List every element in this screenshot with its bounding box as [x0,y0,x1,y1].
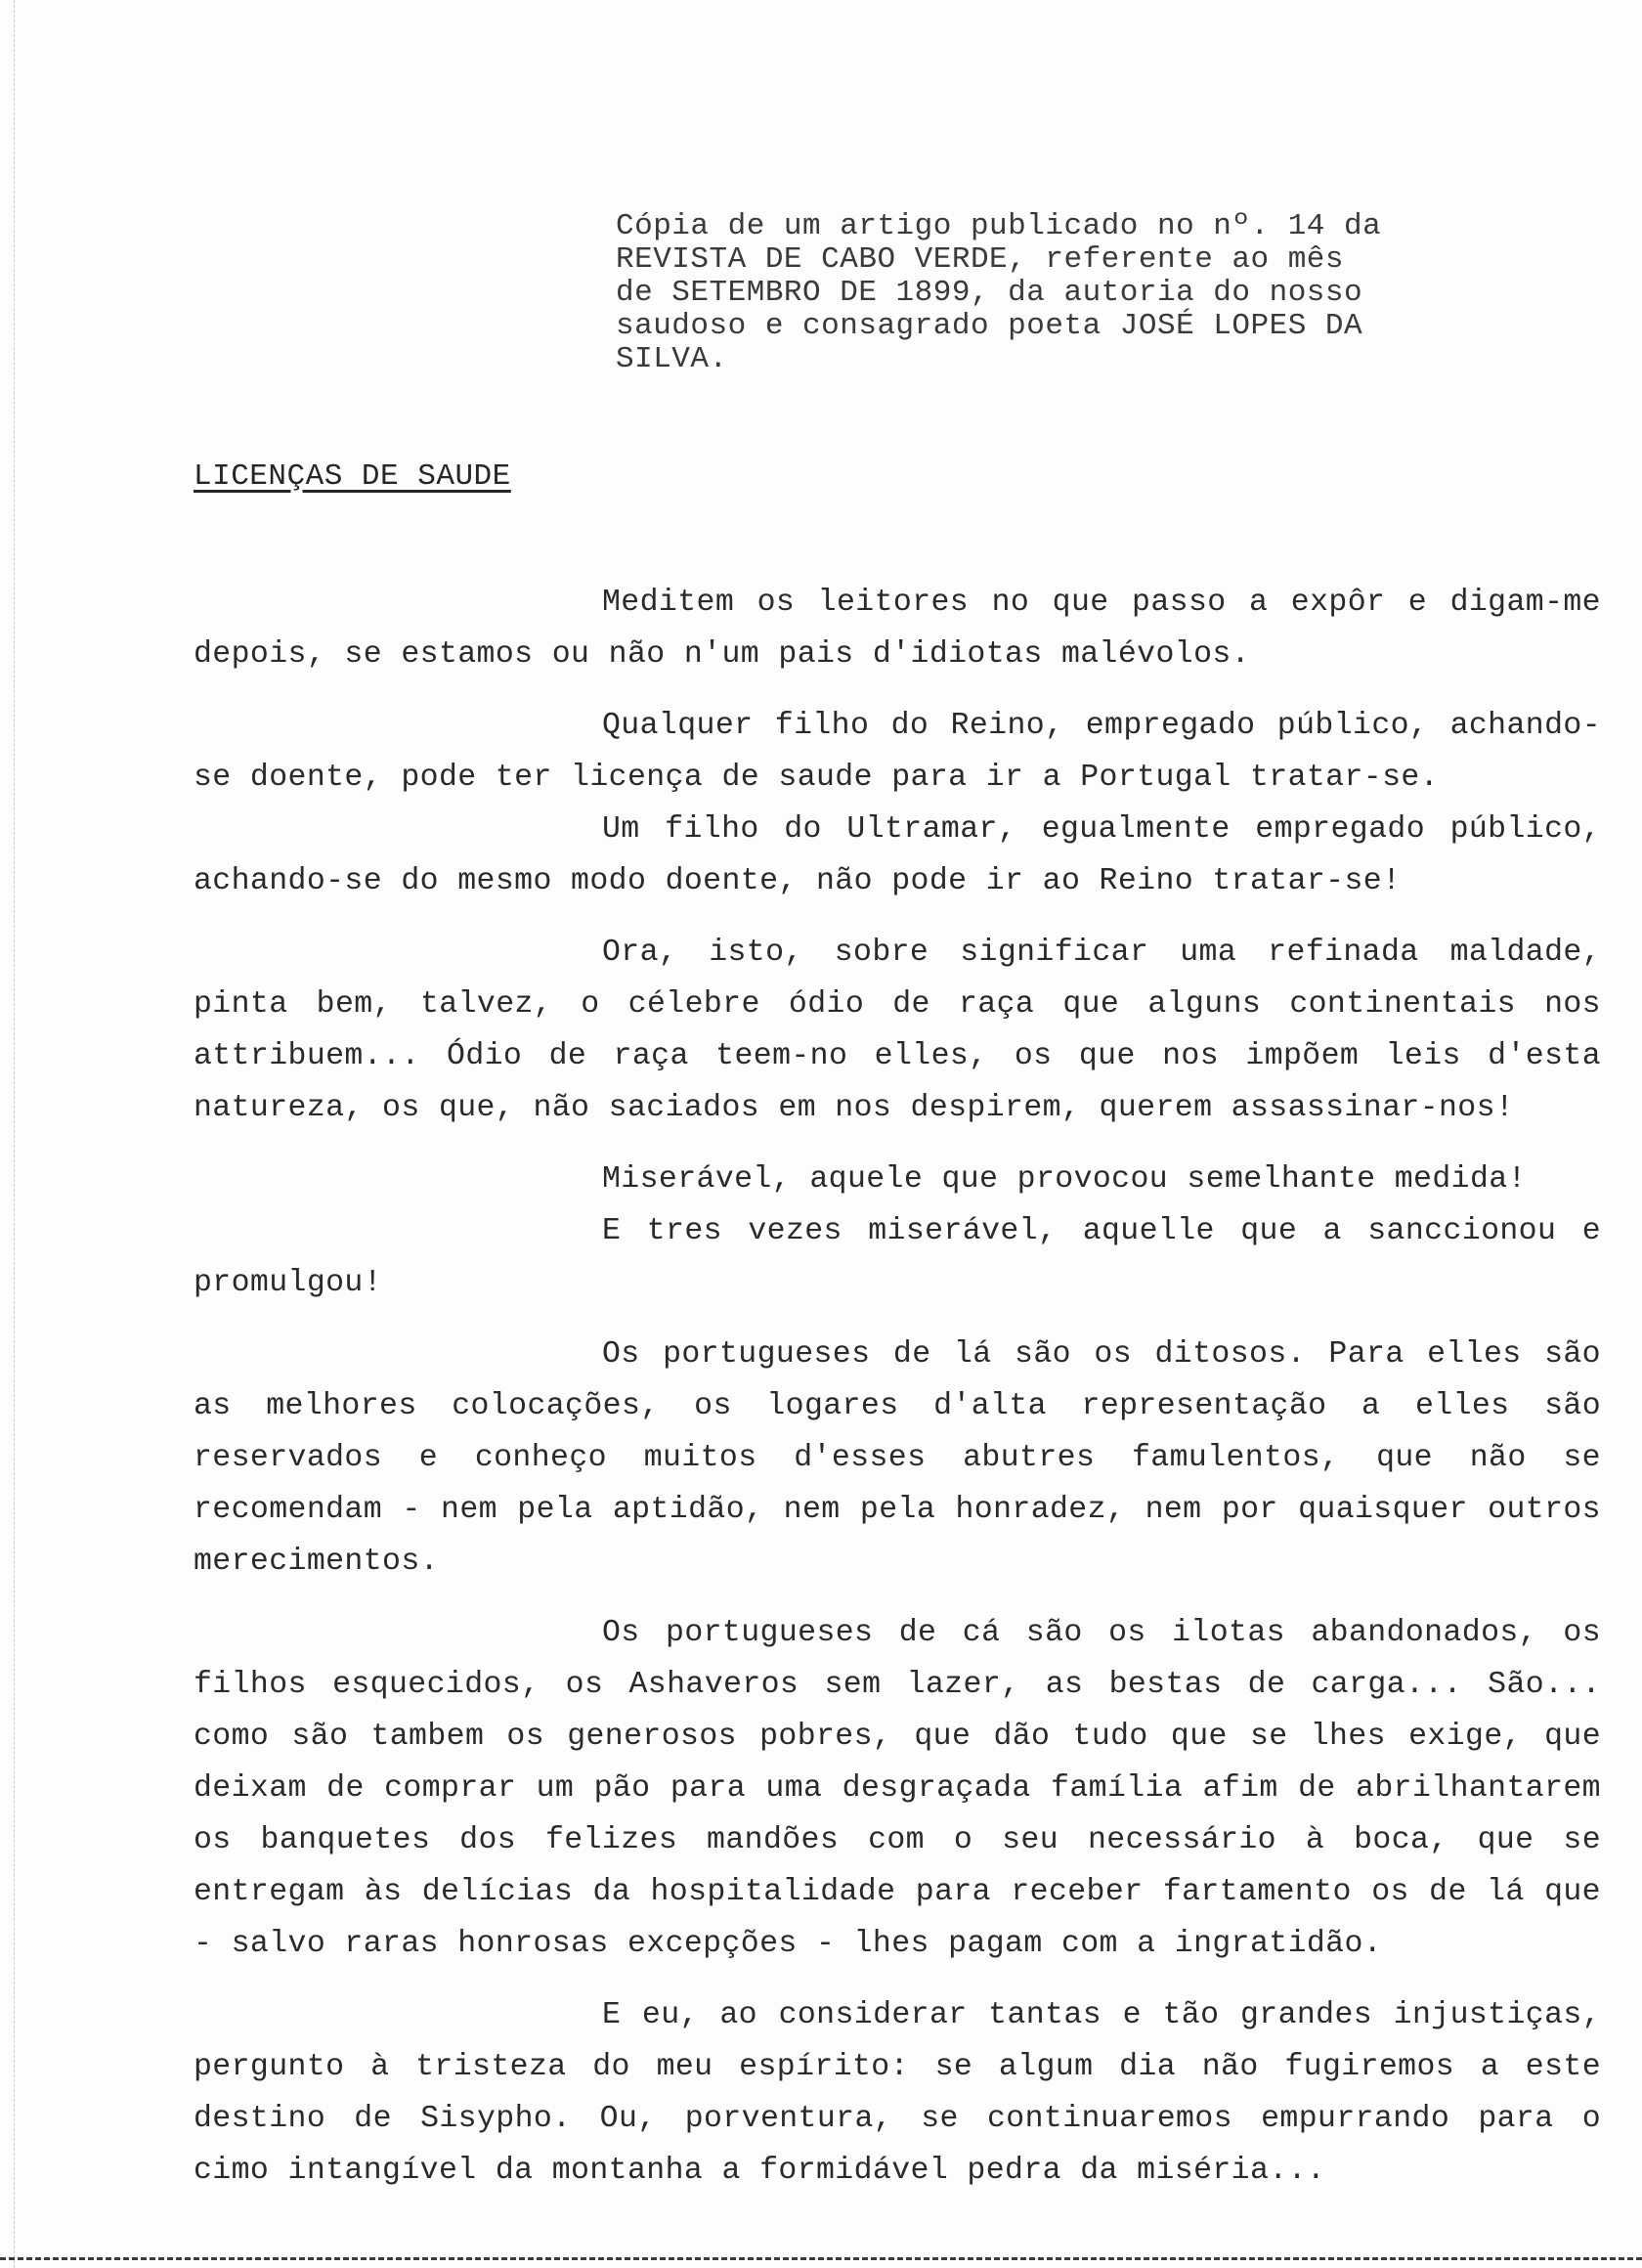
paragraph-7: Os portugueses de lá são os ditosos. Para elles são as melhores colocações, os logares d'alta representação a elles são reservados e conheço muitos d'esses abutres famulentos, que não se recomendam - nem pela aptidão, nem pela honradez, nem por quaisquer outros merecimentos. [194,1337,1601,1579]
paragraph-9: E eu, ao considerar tantas e tão grandes injustiças, pergunto à tristeza do meu espírito: se algum dia não fugiremos a este destino de Sisypho. Ou, porventura, se continuaremos empurrando para o cimo intangível da montanha a formidável pedra da miséria... [194,1998,1601,2188]
paragraph-2: Qualquer filho do Reino, empregado público, achando-se doente, pode ter licença de saude para ir a Portugal tratar-se. [194,709,1601,795]
bottom-edge-line [0,2257,1642,2260]
paragraph-3: Um filho do Ultramar, egualmente empregado público, achando-se do mesmo modo doente, não pode ir ao Reino tratar-se! [194,812,1601,898]
paragraph-4: Ora, isto, sobre significar uma refinada maldade, pinta bem, talvez, o célebre ódio de raça que alguns continentais nos attribuem... Ódio de raça teem-no elles, os que nos impõem leis d'esta natureza, os que, não saciados em nos despirem, querem assassinar-nos! [194,936,1601,1125]
article-body [194,577,1601,2216]
paragraph-1: Meditem os leitores no que passo a expôr e digam-me depois, se estamos ou não n'um pais d'idiotas malévolos. [194,586,1601,672]
binding-edge [0,0,15,2268]
paragraph-8: Os portugueses de cá são os ilotas abandonados, os filhos esquecidos, os Ashaveros sem lazer, as bestas de carga... São... como são tambem os generosos pobres, que dão tudo que se lhes exige, que deixam de comprar um pão para uma desgraçada família afim de abrilhantarem os banquetes dos felizes mandões com o seu necessário à boca, que se entregam às delícias da hospitalidade para receber fartamento os de lá que - salvo raras honrosas excepções - lhes pagam com a ingratidão. [194,1616,1601,1961]
paragraph-5: Miserável, aquele que provocou semelhante medida! [602,1162,1527,1197]
header-note: Cópia de um artigo publicado no nº. 14 da REVISTA DE CABO VERDE, referente ao mês de SETEMBRO DE 1899, da autoria do nosso saudoso e consagrado poeta JOSÉ LOPES DA SILVA. [616,209,1382,376]
paragraph-6: E tres vezes miserável, aquelle que a sanccionou e promulgou! [194,1214,1601,1300]
article-title: LICENÇAS DE SAUDE [194,459,511,494]
